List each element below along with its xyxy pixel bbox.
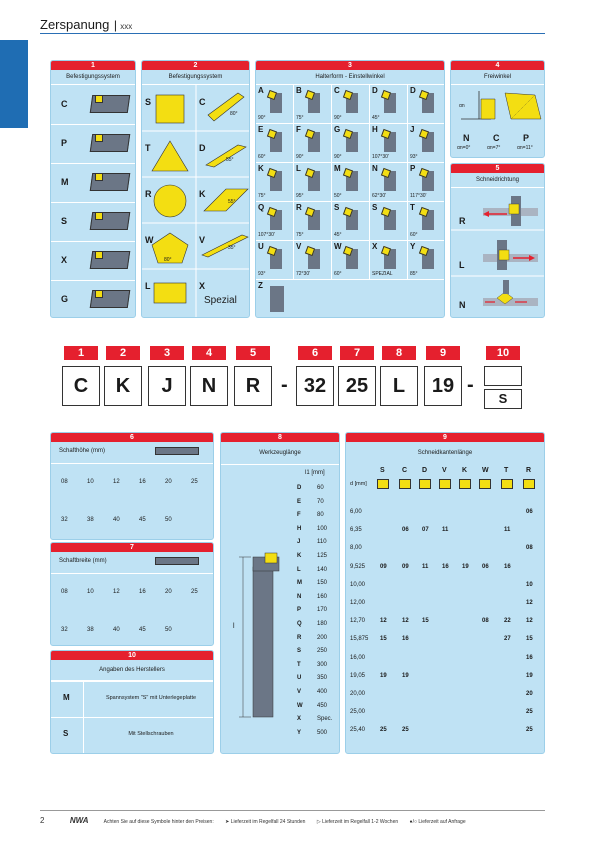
insert-image: [95, 212, 103, 220]
holder-letter-Z: Z: [258, 281, 263, 290]
length-value: Spec.: [317, 716, 333, 723]
shape-rhombus-35: [202, 235, 248, 257]
length-value: 80: [317, 512, 324, 519]
shape-rectangle: [154, 283, 186, 303]
holder-letter: K: [258, 164, 264, 173]
length-code: X: [297, 716, 302, 723]
edge-length-value: 19: [462, 563, 469, 570]
diameter-value: 25,40: [350, 727, 366, 734]
edge-length-value: 11: [442, 527, 449, 534]
length-value: 200: [317, 634, 328, 641]
cutting-direction-diagram: [451, 188, 545, 318]
alpha-label: αn: [459, 103, 465, 109]
code-position-2: 2: [106, 346, 140, 360]
manufacturer-desc: Mit Stellschrauben: [128, 731, 174, 737]
manufacturer-key: S: [63, 729, 69, 738]
code-box-10-bottom: S: [484, 389, 522, 409]
holder-letter: L: [296, 164, 301, 173]
s4-label-C: C: [493, 133, 500, 143]
shank-value: 40: [113, 627, 120, 633]
brand-logo: NWA: [69, 816, 89, 825]
edge-length-value: 16: [442, 563, 449, 570]
edge-length-value: 08: [526, 545, 533, 552]
manufacturer-key: M: [63, 693, 70, 702]
diameter-label: d [mm]: [350, 481, 367, 487]
page-subtitle: xxx: [120, 22, 133, 31]
holder-angle: 75°: [296, 115, 304, 121]
shank-value: 16: [139, 479, 146, 485]
holder-letter: J: [410, 125, 415, 134]
diameter-value: 16,00: [350, 654, 366, 661]
clamp-label-S: S: [61, 216, 68, 226]
page-header: [40, 16, 545, 34]
edge-length-value: 16: [526, 654, 533, 661]
holder-angle: 60°: [334, 271, 342, 277]
tool-length-diagram: [221, 473, 291, 753]
section-7-number: 7: [51, 543, 213, 552]
section-5-panel: [450, 163, 545, 318]
length-value: 60: [317, 485, 324, 491]
holder-letter: W: [334, 242, 342, 251]
holder-angle: 45°: [372, 115, 380, 121]
holder-letter: R: [296, 203, 302, 212]
manufacturer-desc: Spannsystem "S" mit Unterlegeplatte: [105, 695, 197, 701]
section-7-title: Schaftbreite (mm): [51, 552, 213, 574]
shank-value: 10: [87, 589, 94, 595]
s4-label-N: N: [463, 133, 470, 143]
length-code: T: [297, 661, 301, 668]
edge-length-value: 15: [380, 636, 387, 643]
code-box-6: 32: [296, 366, 334, 406]
edge-length-value: 19: [526, 672, 533, 679]
edge-length-value: 07: [422, 527, 429, 534]
code-position-7: 7: [340, 346, 374, 360]
insert-icon: [419, 479, 431, 489]
edge-length-value: 25: [402, 727, 409, 734]
page-title: Zerspanung: [40, 17, 110, 32]
holder-angle: 90°: [334, 115, 342, 121]
edge-col-header: C: [402, 467, 408, 474]
s2-label-K: K: [199, 189, 206, 199]
length-code: R: [297, 634, 302, 641]
length-code: J: [297, 539, 301, 546]
section-6-number: 6: [51, 433, 213, 442]
s5-label-R: R: [459, 216, 466, 226]
shape-parallelogram-55: [204, 189, 248, 211]
holder-letter: T: [410, 203, 415, 212]
insert-image: [95, 251, 103, 259]
length-code: Q: [297, 621, 302, 627]
s4-label-P: P: [523, 133, 530, 143]
holder-angle: 95°: [296, 193, 304, 199]
holder-angle: 90°: [296, 154, 304, 160]
section-1-title: Befestigungssystem: [51, 70, 135, 85]
edge-length-value: 06: [482, 563, 489, 570]
section-6-panel: [50, 432, 214, 540]
length-value: 150: [317, 580, 328, 587]
edge-length-value: 16: [504, 563, 511, 570]
length-code: P: [297, 607, 302, 614]
shank-value: 45: [139, 517, 146, 523]
holder-angle: 85°: [410, 271, 418, 277]
edge-col-header: K: [462, 467, 468, 474]
s2-label-S: S: [145, 97, 152, 107]
code-box-9: 19: [424, 366, 462, 406]
holder-angle: 93°: [410, 154, 418, 160]
holder-angle: 75°: [296, 232, 304, 238]
s2-label-D: D: [199, 143, 206, 153]
holder-angle: 62°30': [372, 193, 387, 199]
diameter-value: 12,70: [350, 618, 366, 625]
shank-value: 20: [165, 589, 172, 595]
section-3-title: Halterform - Einstellwinkel: [256, 70, 444, 85]
code-box-5: R: [234, 366, 272, 406]
code-position-4: 4: [192, 346, 226, 360]
edge-length-value: 27: [504, 636, 511, 643]
edge-length-value: 12: [402, 618, 409, 625]
clamp-label-P: P: [61, 138, 68, 148]
length-code: Y: [297, 729, 302, 736]
holder-angle: 60°: [258, 154, 266, 160]
s2-label-X: X: [199, 281, 206, 291]
s5-label-N: N: [459, 300, 466, 310]
s2-special: Spezial: [204, 295, 237, 306]
tool-length-unit: l1 [mm]: [305, 470, 325, 476]
length-code: V: [297, 689, 302, 695]
edge-length-value: 06: [526, 509, 533, 515]
insert-icon: [377, 479, 389, 489]
length-code: E: [297, 498, 302, 505]
section-4-number: 4: [451, 61, 544, 70]
diameter-value: 20,00: [350, 691, 366, 697]
edge-length-value: 08: [482, 618, 489, 625]
shank-value: 38: [87, 517, 94, 523]
section-5-number: 5: [451, 164, 544, 173]
diameter-value: 12,00: [350, 600, 366, 606]
section-3-number: 3: [256, 61, 444, 70]
length-code: S: [297, 648, 302, 655]
section-5-title: Schneidrichtung: [451, 173, 544, 188]
diameter-value: 9,525: [350, 563, 366, 570]
length-value: 100: [317, 525, 328, 532]
footer-note-2: ➤ Lieferzeit im Regelfall 24 Stunden: [225, 819, 306, 825]
length-value: 70: [317, 498, 324, 505]
clamp-label-C: C: [61, 99, 68, 109]
length-value: 110: [317, 539, 327, 546]
length-code: F: [297, 512, 301, 519]
holder-letter: X: [372, 242, 378, 251]
shank-value: 08: [61, 589, 68, 595]
shank-value: 12: [113, 479, 120, 485]
shank-value: 20: [165, 479, 172, 485]
shank-value: 12: [113, 589, 120, 595]
code-box-4: N: [190, 366, 228, 406]
edge-length-value: 09: [402, 563, 409, 570]
footer-note-3: ▷ Lieferzeit im Regelfall 1-2 Wochen: [316, 819, 399, 825]
code-position-10: 10: [486, 346, 520, 360]
footer-note-4: ●/○ Lieferzeit auf Anfrage: [409, 819, 466, 825]
code-position-3: 3: [150, 346, 184, 360]
page-footer: [40, 810, 545, 825]
section-tab: [0, 40, 28, 128]
holder-letter: Y: [410, 242, 416, 251]
shank-value: 32: [61, 627, 68, 633]
edge-length-value: 12: [526, 600, 533, 606]
code-dash: -: [281, 374, 288, 396]
section-2-title: Befestigungssystem: [142, 70, 249, 85]
length-code: W: [297, 702, 303, 709]
edge-length-value: 16: [402, 636, 409, 643]
edge-length-value: 09: [380, 563, 387, 570]
holder-angle: 75°: [258, 193, 266, 199]
shank-value: 32: [61, 517, 68, 523]
insert-icon: [459, 479, 471, 489]
length-value: 170: [317, 607, 328, 614]
length-value: 125: [317, 553, 328, 559]
shank-value: 25: [191, 479, 198, 485]
holder-angle: SPEZIAL: [372, 271, 393, 277]
holder-letter: M: [334, 164, 341, 173]
length-code: M: [297, 580, 302, 587]
holder-letter: U: [258, 242, 264, 251]
length-code: H: [297, 525, 302, 532]
code-position-1: 1: [64, 346, 98, 360]
insert-image: [95, 134, 103, 142]
section-9-number: 9: [346, 433, 544, 442]
insert-icon: [479, 479, 491, 489]
insert-icon: [439, 479, 451, 489]
page-number: 2: [40, 816, 45, 825]
length-code: D: [297, 485, 302, 491]
shank-value: 50: [165, 627, 172, 633]
section-10-panel: [50, 650, 214, 754]
edge-length-value: 20: [526, 691, 533, 697]
shank-value: 08: [61, 479, 68, 485]
edge-length-value: 10: [526, 581, 533, 588]
s5-label-L: L: [459, 260, 465, 270]
holder-letter: Q: [258, 203, 265, 212]
code-box-2: K: [104, 366, 142, 406]
diameter-value: 6,35: [350, 527, 362, 534]
manufacturer-divider: [83, 681, 84, 717]
shape-rhombus-80: [208, 93, 244, 121]
edge-length-value: 25: [526, 727, 533, 734]
shank-value: 16: [139, 589, 146, 595]
edge-length-value: 11: [422, 563, 429, 570]
manufacturer-divider: [83, 717, 84, 753]
holder-angle: 90°: [258, 115, 266, 121]
edge-length-value: 25: [380, 727, 387, 734]
shank-value: 38: [87, 627, 94, 633]
section-7-panel: [50, 542, 214, 646]
length-value: 250: [317, 648, 328, 655]
holder-angle: 117°30': [410, 193, 427, 199]
s4-val-N: αn=0°: [457, 145, 471, 151]
code-box-3: J: [148, 366, 186, 406]
s2-angle-w: 80°: [164, 257, 172, 263]
edge-col-header: D: [422, 467, 428, 474]
edge-length-value: 12: [526, 618, 533, 625]
diameter-value: 6,00: [350, 509, 362, 515]
code-position-9: 9: [426, 346, 460, 360]
edge-length-value: 19: [380, 672, 387, 679]
holder-letter: D: [372, 86, 378, 95]
shank-width-icon: [155, 557, 199, 565]
length-value: 140: [317, 566, 328, 573]
section-1-number: 1: [51, 61, 135, 70]
holder-shape-Z: [270, 286, 284, 312]
s2-label-L: L: [145, 281, 151, 291]
s2-angle-c: 80°: [230, 111, 238, 117]
holder-letter: C: [334, 86, 340, 95]
section-2-number: 2: [142, 61, 249, 70]
holder-letter: E: [258, 125, 264, 134]
section-8-panel: [220, 432, 340, 754]
insert-image: [95, 290, 103, 298]
holder-letter: A: [258, 86, 264, 95]
diameter-value: 25,00: [350, 709, 366, 716]
code-box-8: L: [380, 366, 418, 406]
clearance-angle-diagram: [451, 85, 545, 129]
section-8-number: 8: [221, 433, 339, 442]
section-1-panel: [50, 60, 136, 318]
edge-length-value: 06: [402, 527, 409, 534]
code-box-1: C: [62, 366, 100, 406]
length-code: K: [297, 553, 302, 559]
edge-col-header: T: [504, 467, 509, 474]
shape-square: [156, 95, 184, 123]
s2-angle-d: 55°: [226, 157, 234, 163]
insert-image: [95, 95, 103, 103]
s2-label-V: V: [199, 235, 206, 245]
diameter-value: 19,05: [350, 672, 366, 679]
s2-label-W: W: [145, 235, 154, 245]
insert-icon: [399, 479, 411, 489]
section-10-number: 10: [51, 651, 213, 660]
holder-angle: 107°30': [372, 154, 389, 160]
holder-angle: 60°: [410, 232, 418, 238]
holder-letter: S: [372, 203, 378, 212]
holder-angle: 72°30': [296, 271, 311, 277]
section-4-title: Freiwinkel: [451, 70, 544, 85]
holder-letter: D: [410, 86, 416, 95]
clamp-label-X: X: [61, 255, 68, 265]
section-9-title: Schneidkantenlänge: [417, 450, 473, 456]
edge-length-value: 22: [504, 618, 511, 625]
code-box-7: 25: [338, 366, 376, 406]
edge-length-value: 25: [526, 709, 533, 716]
diameter-value: 15,875: [350, 636, 369, 643]
section-4-panel: [450, 60, 545, 158]
shape-round: [154, 185, 186, 217]
holder-letter: P: [410, 164, 416, 173]
code-position-5: 5: [236, 346, 270, 360]
s2-angle-k: 55°: [228, 199, 236, 205]
shank-value: 10: [87, 479, 94, 485]
holder-letter: S: [334, 203, 340, 212]
code-position-8: 8: [382, 346, 416, 360]
edge-length-value: 11: [504, 527, 511, 534]
holder-angle: 90°: [334, 154, 342, 160]
length-value: 300: [317, 661, 328, 668]
holder-letter: H: [372, 125, 378, 134]
s4-val-P: αn=11°: [517, 145, 533, 151]
length-value: 180: [317, 621, 328, 627]
holder-angle: 107°30': [258, 232, 275, 238]
holder-letter: B: [296, 86, 302, 95]
diameter-value: 8,00: [350, 545, 362, 552]
shank-value: 40: [113, 517, 120, 523]
edge-col-header: R: [526, 467, 532, 474]
clamp-label-M: M: [61, 177, 69, 187]
title-separator: |: [113, 18, 121, 32]
edge-col-header: S: [380, 467, 385, 474]
edge-length-value: 15: [526, 636, 533, 643]
shape-triangle: [152, 141, 188, 171]
holder-letter: F: [296, 125, 301, 134]
edge-col-header: W: [482, 467, 489, 474]
insert-icon: [501, 479, 513, 489]
shank-value: 25: [191, 589, 198, 595]
code-dash: -: [467, 374, 474, 396]
edge-length-value: 15: [422, 618, 429, 625]
section-9-panel: [345, 432, 545, 754]
length-value: 160: [317, 593, 328, 600]
code-position-6: 6: [298, 346, 332, 360]
s2-label-R: R: [145, 189, 152, 199]
holder-letter: G: [334, 125, 341, 134]
footer-note-1: Achten Sie auf diese Symbole hinter den Preisen:: [103, 819, 214, 825]
edge-length-value: 19: [402, 672, 409, 679]
diameter-value: 10,00: [350, 581, 366, 588]
s4-val-C: αn=7°: [487, 145, 501, 151]
code-box-10-top: [484, 366, 522, 386]
insert-icon: [523, 479, 535, 489]
shape-rhombus-55: [206, 145, 246, 167]
edge-col-header: V: [442, 467, 447, 474]
holder-angle: 93°: [258, 271, 266, 277]
length-code: L: [297, 566, 301, 573]
shank-value: 45: [139, 627, 146, 633]
s2-label-T: T: [145, 143, 151, 153]
insert-image: [95, 173, 103, 181]
length-value: 400: [317, 689, 328, 695]
length-value: 350: [317, 675, 328, 682]
tool-length-label: l: [233, 623, 235, 630]
length-code: N: [297, 593, 302, 600]
section-2-panel: [141, 60, 250, 318]
length-code: U: [297, 675, 302, 682]
holder-letter: N: [372, 164, 378, 173]
s2-label-C: C: [199, 97, 206, 107]
edge-length-value: 12: [380, 618, 387, 625]
clamp-label-G: G: [61, 294, 69, 304]
section-8-title: Werkzeuglänge: [221, 442, 339, 465]
section-10-title: Angaben des Herstellers: [51, 660, 213, 681]
shank-height-icon: [155, 447, 199, 455]
holder-angle: 50°: [334, 193, 342, 199]
shank-value: 50: [165, 517, 172, 523]
holder-letter: V: [296, 242, 302, 251]
section-3-panel: [255, 60, 445, 318]
section-6-title: Schafthöhe (mm): [51, 442, 213, 464]
length-value: 450: [317, 702, 328, 709]
holder-angle: 45°: [334, 232, 342, 238]
s2-angle-v: 35°: [228, 245, 236, 251]
length-value: 500: [317, 729, 328, 736]
